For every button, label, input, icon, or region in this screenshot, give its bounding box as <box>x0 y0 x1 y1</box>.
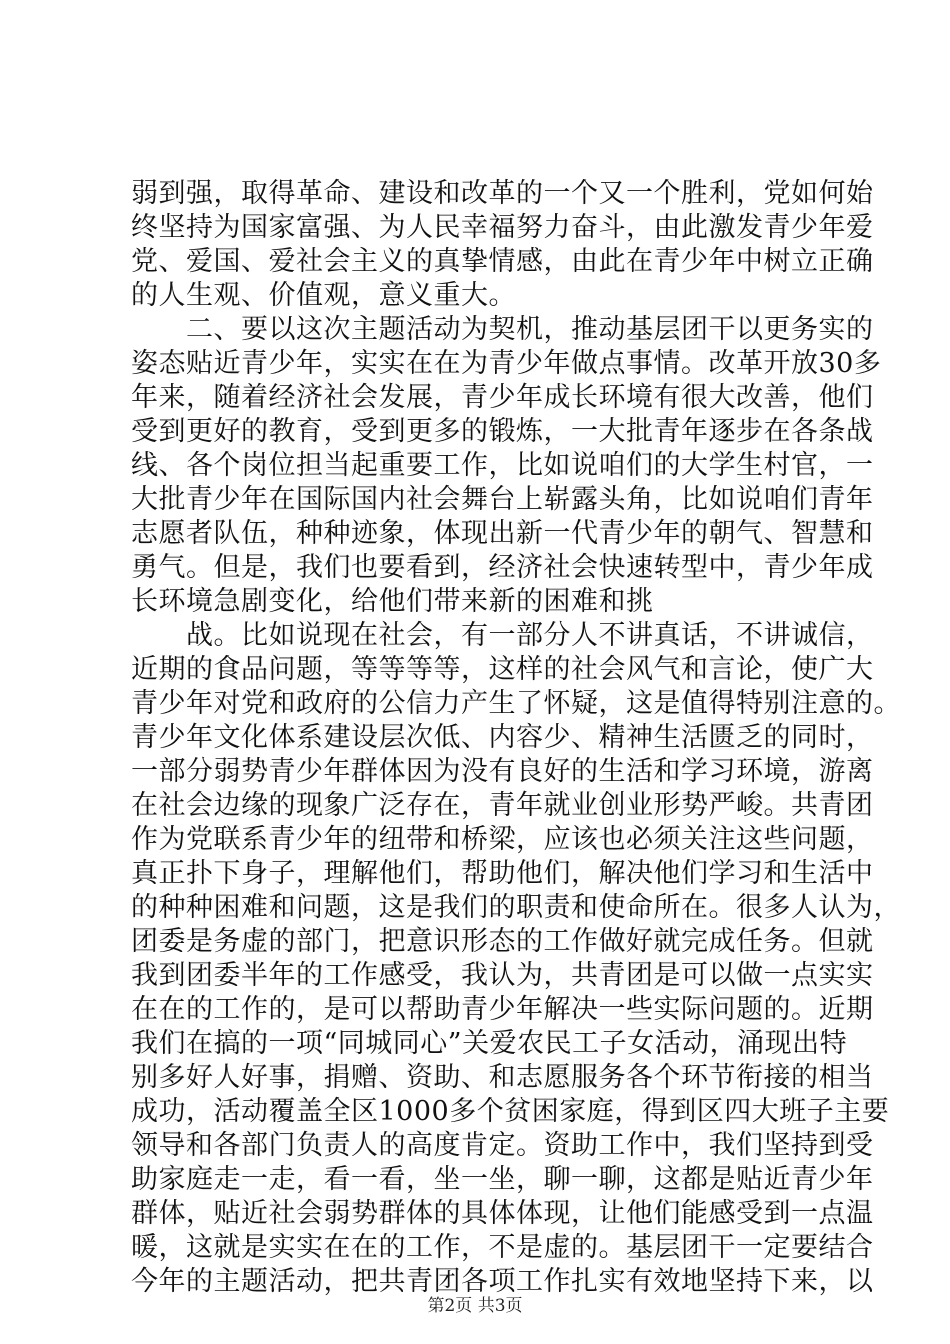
text-line: 志愿者队伍，种种迹象，体现出新一代青少年的朝气、智慧和 <box>131 518 874 549</box>
text-line: 的人生观、价值观，意义重大。 <box>131 280 516 311</box>
text-line: 勇气。但是，我们也要看到，经济社会快速转型中，青少年成 <box>131 552 874 583</box>
text-line: 终坚持为国家富强、为人民幸福努力奋斗，由此激发青少年爱 <box>131 212 874 243</box>
text-line: 我到团委半年的工作感受，我认为，共青团是可以做一点实实 <box>131 960 874 991</box>
text-line: 战。比如说现在社会，有一部分人不讲真话，不讲诚信， <box>131 620 874 651</box>
text-line: 群体，贴近社会弱势群体的具体体现，让他们能感受到一点温 <box>131 1198 874 1229</box>
text-line: 大批青少年在国际国内社会舞台上崭露头角，比如说咱们青年 <box>131 484 874 515</box>
text-line: 青少年文化体系建设层次低、内容少、精神生活匮乏的同时， <box>131 722 874 753</box>
text-line: 别多好人好事，捐赠、资助、和志愿服务各个环节衔接的相当 <box>131 1062 874 1093</box>
text-line: 受到更好的教育，受到更多的锻炼，一大批青年逐步在各条战 <box>131 416 874 447</box>
text-line: 线、各个岗位担当起重要工作，比如说咱们的大学生村官，一 <box>131 450 874 481</box>
text-line: 姿态贴近青少年，实实在在为青少年做点事情。改革开放30多 <box>131 348 882 379</box>
text-line: 团委是务虚的部门，把意识形态的工作做好就完成任务。但就 <box>131 926 874 957</box>
text-line: 在在的工作的，是可以帮助青少年解决一些实际问题的。近期 <box>131 994 874 1025</box>
text-line: 近期的食品问题，等等等等，这样的社会风气和言论，使广大 <box>131 654 874 685</box>
text-line: 真正扑下身子，理解他们，帮助他们，解决他们学习和生活中 <box>131 858 874 889</box>
text-line: 长环境急剧变化，给他们带来新的困难和挑 <box>131 586 654 617</box>
text-line: 成功，活动覆盖全区1000多个贫困家庭，得到区四大班子主要 <box>131 1096 890 1127</box>
text-line: 在社会边缘的现象广泛存在，青年就业创业形势严峻。共青团 <box>131 790 874 821</box>
text-line: 我们在搞的一项“同城同心”关爱农民工子女活动，涌现出特 <box>131 1028 848 1059</box>
text-line: 助家庭走一走，看一看，坐一坐，聊一聊，这都是贴近青少年 <box>131 1164 874 1195</box>
text-line: 今年的主题活动，把共青团各项工作扎实有效地坚持下来，以 <box>131 1266 874 1297</box>
text-line: 作为党联系青少年的纽带和桥梁，应该也必须关注这些问题， <box>131 824 874 855</box>
text-line: 青少年对党和政府的公信力产生了怀疑，这是值得特别注意的。 <box>131 688 901 719</box>
text-line: 暖，这就是实实在在的工作，不是虚的。基层团干一定要结合 <box>131 1232 874 1263</box>
text-line: 弱到强，取得革命、建设和改革的一个又一个胜利，党如何始 <box>131 178 874 209</box>
text-line: 二、要以这次主题活动为契机，推动基层团干以更务实的 <box>131 314 874 345</box>
text-line: 党、爱国、爱社会主义的真挚情感，由此在青少年中树立正确 <box>131 246 874 277</box>
text-line: 领导和各部门负责人的高度肯定。资助工作中，我们坚持到受 <box>131 1130 874 1161</box>
text-line: 一部分弱势青少年群体因为没有良好的生活和学习环境，游离 <box>131 756 874 787</box>
text-line: 年来，随着经济社会发展，青少年成长环境有很大改善，他们 <box>131 382 874 413</box>
text-line: 的种种困难和问题，这是我们的职责和使命所在。很多人认为， <box>131 892 901 923</box>
page-number-footer: 第2页 共3页 <box>427 1296 523 1316</box>
